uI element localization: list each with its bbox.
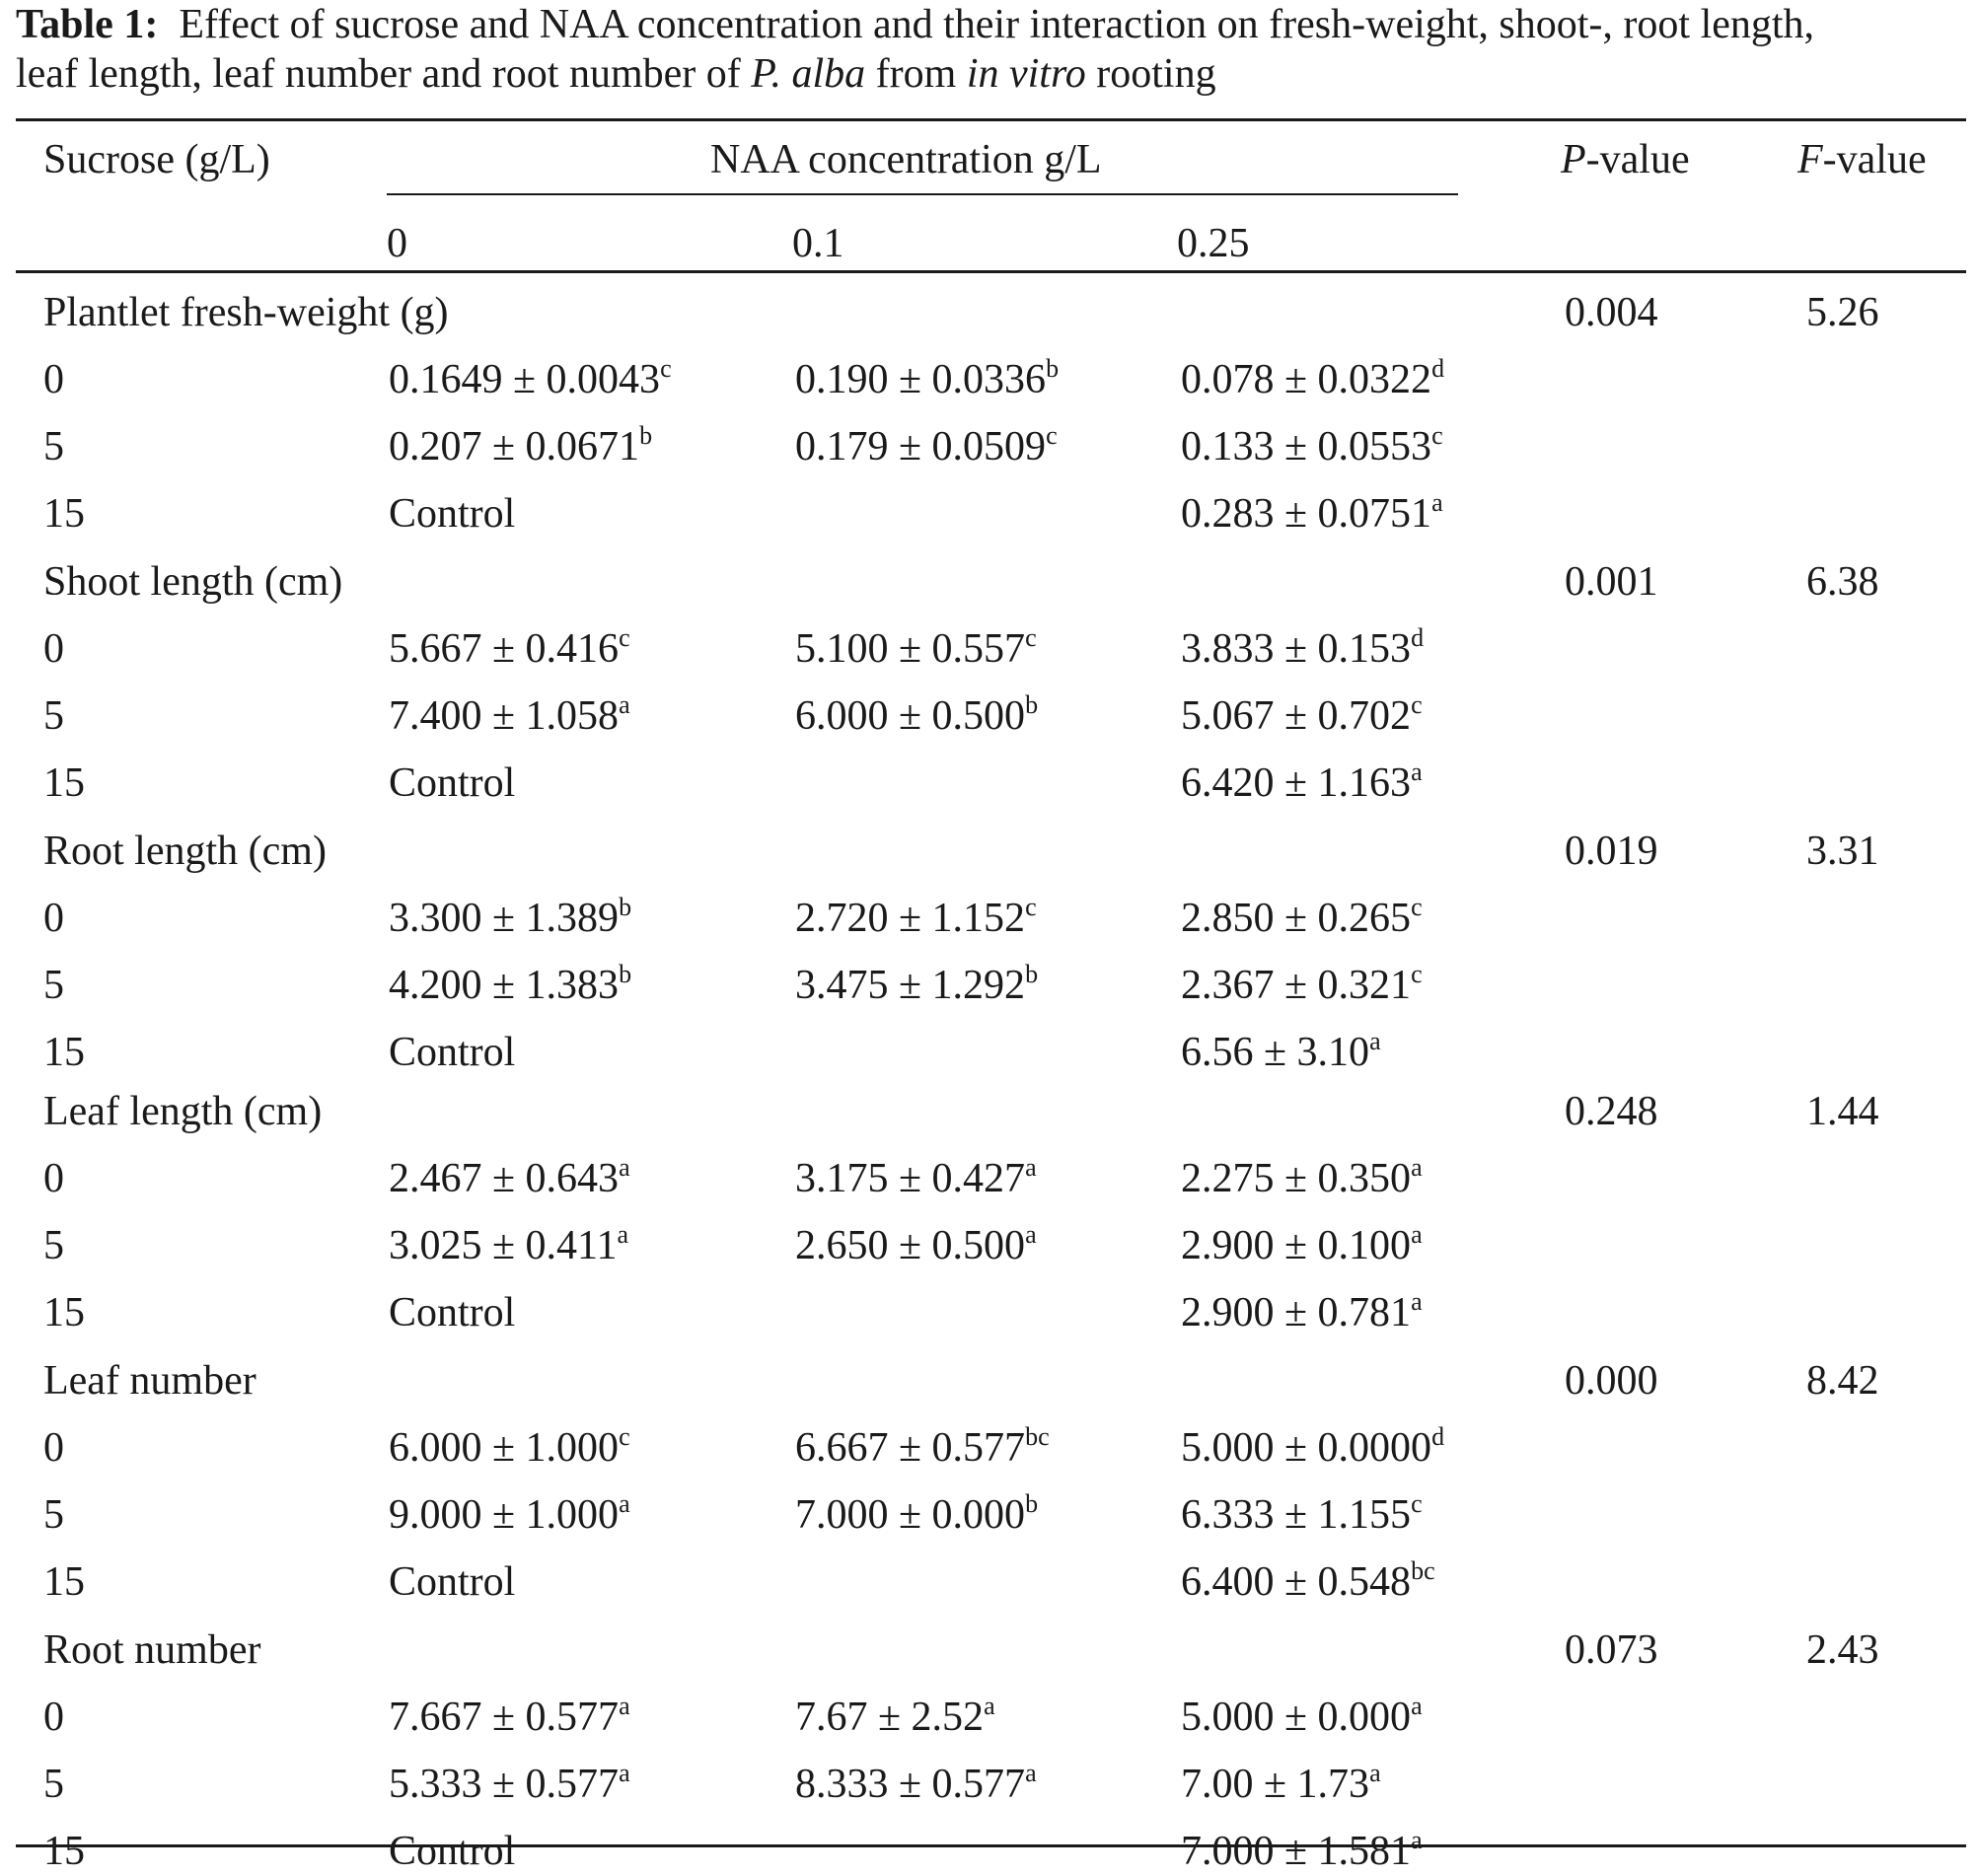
cell-naa-0-25 xyxy=(1181,1154,1423,1203)
section-p-value xyxy=(1565,1087,1658,1136)
row-sucrose-level-value: 0 xyxy=(43,896,64,941)
cell-naa-0-1 xyxy=(795,1693,995,1742)
cell-naa-0-1-value: 2.720 ± 1.152 xyxy=(795,896,1026,941)
row-sucrose-level xyxy=(43,1490,64,1540)
cell-naa-0-value: 2.467 ± 0.643 xyxy=(389,1156,620,1201)
section-title xyxy=(43,1625,260,1675)
row-sucrose-level-value: 5 xyxy=(43,1492,64,1538)
cell-naa-0-25-significance: a xyxy=(1411,1220,1423,1249)
cell-naa-0 xyxy=(389,691,630,741)
cell-naa-0-25 xyxy=(1181,691,1423,741)
section-title xyxy=(43,1356,256,1406)
section-p-value xyxy=(1565,288,1658,337)
section-title-value: Leaf number xyxy=(43,1358,256,1404)
cell-naa-0-1-significance: b xyxy=(1025,1489,1039,1518)
cell-naa-0-value: Control xyxy=(389,1829,516,1874)
cell-naa-0 xyxy=(389,1827,515,1876)
row-sucrose-level xyxy=(43,489,85,539)
cell-naa-0-1 xyxy=(795,355,1059,404)
cell-naa-0-25-significance: c xyxy=(1411,960,1423,988)
section-title-value: Root number xyxy=(43,1627,261,1673)
cell-naa-0-25 xyxy=(1181,355,1444,404)
cell-naa-0-25-significance: d xyxy=(1431,1422,1445,1451)
header-naa-0-1: 0.1 xyxy=(792,221,844,266)
cell-naa-0-25-value: 0.133 ± 0.0553 xyxy=(1181,424,1432,469)
cell-naa-0-1-value: 6.000 ± 0.500 xyxy=(795,693,1026,739)
row-sucrose-level-value: 15 xyxy=(43,1030,85,1075)
cell-naa-0-1-significance: bc xyxy=(1025,1422,1050,1451)
table-header-rule xyxy=(16,270,1966,273)
cell-naa-0-value: 0.1649 ± 0.0043 xyxy=(389,357,661,402)
header-f-value xyxy=(1797,135,1927,184)
row-sucrose-level xyxy=(43,355,64,404)
header-f-italic: F xyxy=(1797,137,1823,182)
cell-naa-0 xyxy=(389,422,652,471)
row-sucrose-level-value: 0 xyxy=(43,1425,64,1471)
section-p-value-value: 0.000 xyxy=(1565,1358,1658,1404)
row-sucrose-level xyxy=(43,758,85,808)
cell-naa-0-25 xyxy=(1181,1490,1423,1540)
cell-naa-0-significance: a xyxy=(619,1759,630,1787)
cell-naa-0-25-value: 6.56 ± 3.10 xyxy=(1181,1030,1370,1075)
section-title xyxy=(43,557,342,607)
section-p-value-value: 0.248 xyxy=(1565,1089,1658,1134)
row-sucrose-level-value: 15 xyxy=(43,1290,85,1335)
row-sucrose-level xyxy=(43,1423,64,1473)
cell-naa-0-value: 3.025 ± 0.411 xyxy=(389,1223,618,1268)
cell-naa-0 xyxy=(389,1154,630,1203)
row-sucrose-level xyxy=(43,1221,64,1270)
cell-naa-0-1-value: 2.650 ± 0.500 xyxy=(795,1223,1026,1268)
section-p-value xyxy=(1565,557,1658,607)
cell-naa-0-1 xyxy=(795,1221,1037,1270)
cell-naa-0-significance: b xyxy=(619,960,632,988)
cell-naa-0-1 xyxy=(795,422,1058,471)
section-title-value: Plantlet fresh-weight (g) xyxy=(43,290,449,335)
cell-naa-0 xyxy=(389,961,631,1010)
row-sucrose-level-value: 0 xyxy=(43,357,64,402)
cell-naa-0 xyxy=(389,489,515,539)
header-p-rest: -value xyxy=(1585,137,1690,182)
cell-naa-0-value: 5.333 ± 0.577 xyxy=(389,1762,620,1807)
section-p-value xyxy=(1565,1356,1658,1406)
caption-line-1 xyxy=(16,0,1974,49)
cell-naa-0-25-value: 7.00 ± 1.73 xyxy=(1181,1762,1370,1807)
cell-naa-0-1-significance: c xyxy=(1046,421,1058,450)
table-bottom-rule xyxy=(16,1844,1966,1847)
section-title xyxy=(43,288,449,337)
cell-naa-0-25-significance: c xyxy=(1411,690,1423,719)
row-sucrose-level-value: 5 xyxy=(43,1223,64,1268)
section-title-value: Root length (cm) xyxy=(43,829,327,874)
cell-naa-0-25-value: 7.000 ± 1.581 xyxy=(1181,1829,1412,1874)
cell-naa-0-value: 7.400 ± 1.058 xyxy=(389,693,620,739)
row-sucrose-level xyxy=(43,1154,64,1203)
cell-naa-0 xyxy=(389,1760,630,1809)
cell-naa-0-value: 4.200 ± 1.383 xyxy=(389,963,620,1008)
cell-naa-0-25 xyxy=(1181,758,1423,808)
cell-naa-0-25-value: 6.420 ± 1.163 xyxy=(1181,760,1412,806)
cell-naa-0-value: Control xyxy=(389,760,516,806)
cell-naa-0-significance: c xyxy=(660,354,672,383)
caption-text-2a: leaf length, leaf number and root number of xyxy=(16,51,752,97)
cell-naa-0-25-significance: a xyxy=(1411,758,1423,786)
cell-naa-0-1-significance: a xyxy=(1025,1759,1037,1787)
table-top-rule xyxy=(16,118,1966,121)
row-sucrose-level-value: 15 xyxy=(43,760,85,806)
cell-naa-0-25-value: 2.900 ± 0.100 xyxy=(1181,1223,1412,1268)
header-p-value xyxy=(1561,135,1690,184)
cell-naa-0-25 xyxy=(1181,422,1443,471)
cell-naa-0-1-value: 5.100 ± 0.557 xyxy=(795,626,1026,672)
cell-naa-0-25 xyxy=(1181,1028,1381,1077)
cell-naa-0-1-value: 7.67 ± 2.52 xyxy=(795,1695,985,1740)
row-sucrose-level-value: 5 xyxy=(43,1762,64,1807)
cell-naa-0-25-significance: c xyxy=(1411,1489,1423,1518)
cell-naa-0-value: Control xyxy=(389,491,516,537)
table-caption xyxy=(16,0,1974,99)
section-title-value: Shoot length (cm) xyxy=(43,559,343,605)
cell-naa-0-significance: a xyxy=(619,1692,630,1720)
cell-naa-0-1-significance: a xyxy=(1025,1153,1037,1182)
cell-naa-0-25-significance: bc xyxy=(1411,1556,1435,1585)
cell-naa-0-25 xyxy=(1181,1423,1444,1473)
caption-invitro: in vitro xyxy=(966,51,1086,97)
cell-naa-0-25-value: 2.900 ± 0.781 xyxy=(1181,1290,1412,1335)
section-f-value-value: 2.43 xyxy=(1806,1627,1879,1673)
cell-naa-0-value: 9.000 ± 1.000 xyxy=(389,1492,620,1538)
cell-naa-0-1-significance: b xyxy=(1025,960,1039,988)
row-sucrose-level xyxy=(43,1288,85,1337)
cell-naa-0-25-significance: a xyxy=(1411,1287,1423,1316)
header-naa-0: 0 xyxy=(387,221,407,266)
cell-naa-0 xyxy=(389,1221,628,1270)
cell-naa-0-25-value: 2.275 ± 0.350 xyxy=(1181,1156,1412,1201)
cell-naa-0-25-value: 3.833 ± 0.153 xyxy=(1181,626,1412,672)
cell-naa-0-25-significance: a xyxy=(1411,1153,1423,1182)
cell-naa-0 xyxy=(389,1423,630,1473)
row-sucrose-level xyxy=(43,961,64,1010)
header-naa: NAA concentration g/L xyxy=(710,137,1102,182)
row-sucrose-level-value: 0 xyxy=(43,1695,64,1740)
row-sucrose-level xyxy=(43,691,64,741)
row-sucrose-level xyxy=(43,1760,64,1809)
cell-naa-0-1-value: 3.475 ± 1.292 xyxy=(795,963,1026,1008)
caption-text-1: Effect of sucrose and NAA concentration and their interaction on fresh-weight, shoot-, root length, xyxy=(179,2,1815,47)
cell-naa-0-25 xyxy=(1181,894,1423,943)
cell-naa-0 xyxy=(389,1028,515,1077)
cell-naa-0-25 xyxy=(1181,961,1423,1010)
section-p-value xyxy=(1565,827,1658,876)
cell-naa-0-1-value: 7.000 ± 0.000 xyxy=(795,1492,1026,1538)
cell-naa-0-25 xyxy=(1181,1693,1423,1742)
cell-naa-0-1 xyxy=(795,1423,1050,1473)
row-sucrose-level xyxy=(43,1827,85,1876)
cell-naa-0-25-significance: a xyxy=(1369,1027,1381,1055)
cell-naa-0-value: 5.667 ± 0.416 xyxy=(389,626,620,672)
section-p-value-value: 0.001 xyxy=(1565,559,1658,605)
cell-naa-0 xyxy=(389,355,672,404)
row-sucrose-level xyxy=(43,624,64,674)
cell-naa-0-1-significance: c xyxy=(1025,623,1037,652)
cell-naa-0-25-significance: d xyxy=(1411,623,1425,652)
row-sucrose-level-value: 15 xyxy=(43,491,85,537)
cell-naa-0-1-significance: b xyxy=(1046,354,1060,383)
row-sucrose-level-value: 0 xyxy=(43,626,64,672)
cell-naa-0 xyxy=(389,1490,630,1540)
row-sucrose-level xyxy=(43,1557,85,1607)
section-p-value-value: 0.073 xyxy=(1565,1627,1658,1673)
row-sucrose-level xyxy=(43,1028,85,1077)
section-f-value-value: 1.44 xyxy=(1806,1089,1879,1134)
cell-naa-0-1-value: 0.190 ± 0.0336 xyxy=(795,357,1047,402)
header-p-italic: P xyxy=(1561,137,1586,182)
cell-naa-0-25 xyxy=(1181,1557,1435,1607)
cell-naa-0-25-significance: c xyxy=(1411,893,1423,921)
cell-naa-0-25-value: 0.283 ± 0.0751 xyxy=(1181,491,1432,537)
row-sucrose-level-value: 15 xyxy=(43,1559,85,1605)
cell-naa-0-25-significance: a xyxy=(1431,488,1443,517)
cell-naa-0-25-significance: a xyxy=(1369,1759,1381,1787)
cell-naa-0-25-value: 2.850 ± 0.265 xyxy=(1181,896,1412,941)
cell-naa-0-1-value: 0.179 ± 0.0509 xyxy=(795,424,1047,469)
cell-naa-0-25-value: 6.333 ± 1.155 xyxy=(1181,1492,1412,1538)
row-sucrose-level-value: 5 xyxy=(43,963,64,1008)
section-f-value xyxy=(1806,827,1879,876)
cell-naa-0-1-value: 6.667 ± 0.577 xyxy=(795,1425,1026,1471)
cell-naa-0-significance: a xyxy=(619,1153,630,1182)
row-sucrose-level-value: 0 xyxy=(43,1156,64,1201)
cell-naa-0 xyxy=(389,758,515,808)
row-sucrose-level xyxy=(43,894,64,943)
cell-naa-0-25-value: 5.000 ± 0.000 xyxy=(1181,1695,1412,1740)
cell-naa-0-1 xyxy=(795,1490,1038,1540)
cell-naa-0-value: 6.000 ± 1.000 xyxy=(389,1425,620,1471)
row-sucrose-level-value: 5 xyxy=(43,693,64,739)
cell-naa-0-value: Control xyxy=(389,1030,516,1075)
cell-naa-0-1-significance: a xyxy=(1025,1220,1037,1249)
cell-naa-0-25 xyxy=(1181,1760,1381,1809)
row-sucrose-level-value: 5 xyxy=(43,424,64,469)
cell-naa-0-significance: a xyxy=(617,1220,629,1249)
cell-naa-0-25-value: 2.367 ± 0.321 xyxy=(1181,963,1412,1008)
section-f-value-value: 5.26 xyxy=(1806,290,1879,335)
cell-naa-0-25-value: 5.000 ± 0.0000 xyxy=(1181,1425,1432,1471)
cell-naa-0-25 xyxy=(1181,1827,1423,1876)
cell-naa-0-value: 0.207 ± 0.0671 xyxy=(389,424,640,469)
section-title xyxy=(43,827,327,876)
cell-naa-0-1-value: 8.333 ± 0.577 xyxy=(795,1762,1026,1807)
cell-naa-0-1-significance: b xyxy=(1025,690,1039,719)
section-f-value-value: 6.38 xyxy=(1806,559,1879,605)
cell-naa-0-1 xyxy=(795,961,1038,1010)
cell-naa-0-1 xyxy=(795,1154,1037,1203)
section-f-value xyxy=(1806,1625,1879,1675)
section-f-value xyxy=(1806,557,1879,607)
cell-naa-0-25-value: 6.400 ± 0.548 xyxy=(1181,1559,1412,1605)
cell-naa-0-1 xyxy=(795,624,1037,674)
cell-naa-0-25-significance: c xyxy=(1431,421,1443,450)
section-title xyxy=(43,1087,322,1136)
cell-naa-0-1 xyxy=(795,1760,1037,1809)
cell-naa-0-value: Control xyxy=(389,1559,516,1605)
cell-naa-0 xyxy=(389,1693,630,1742)
cell-naa-0-significance: c xyxy=(619,623,630,652)
section-title-value: Leaf length (cm) xyxy=(43,1089,323,1134)
section-p-value xyxy=(1565,1625,1658,1675)
caption-line-2 xyxy=(16,49,1974,99)
cell-naa-0-25 xyxy=(1181,1221,1423,1270)
row-sucrose-level xyxy=(43,1693,64,1742)
row-sucrose-level-value: 15 xyxy=(43,1829,85,1874)
cell-naa-0-value: 3.300 ± 1.389 xyxy=(389,896,620,941)
cell-naa-0-25-significance: a xyxy=(1411,1826,1423,1854)
caption-text-2b: from xyxy=(865,51,967,97)
cell-naa-0-25-significance: d xyxy=(1431,354,1445,383)
header-f-rest: -value xyxy=(1822,137,1927,182)
cell-naa-0-significance: a xyxy=(619,690,630,719)
caption-text-2c: rooting xyxy=(1085,51,1216,97)
cell-naa-0-25-value: 0.078 ± 0.0322 xyxy=(1181,357,1432,402)
section-f-value-value: 3.31 xyxy=(1806,829,1879,874)
cell-naa-0-1-significance: a xyxy=(984,1692,995,1720)
cell-naa-0-1-value: 3.175 ± 0.427 xyxy=(795,1156,1026,1201)
header-naa-0-25: 0.25 xyxy=(1177,221,1250,266)
section-f-value xyxy=(1806,1356,1879,1406)
naa-header-rule xyxy=(387,193,1458,195)
cell-naa-0-1 xyxy=(795,691,1038,741)
section-f-value xyxy=(1806,1087,1879,1136)
row-sucrose-level xyxy=(43,422,64,471)
cell-naa-0 xyxy=(389,894,631,943)
cell-naa-0-value: Control xyxy=(389,1290,516,1335)
cell-naa-0-25 xyxy=(1181,624,1424,674)
cell-naa-0-25-significance: a xyxy=(1411,1692,1423,1720)
cell-naa-0-significance: b xyxy=(619,893,632,921)
section-p-value-value: 0.019 xyxy=(1565,829,1658,874)
section-f-value-value: 8.42 xyxy=(1806,1358,1879,1404)
section-p-value-value: 0.004 xyxy=(1565,290,1658,335)
cell-naa-0-1-significance: c xyxy=(1025,893,1037,921)
cell-naa-0-25 xyxy=(1181,489,1443,539)
cell-naa-0 xyxy=(389,1557,515,1607)
section-f-value xyxy=(1806,288,1879,337)
cell-naa-0-value: 7.667 ± 0.577 xyxy=(389,1695,620,1740)
caption-species: P. alba xyxy=(751,51,866,97)
cell-naa-0-significance: b xyxy=(639,421,653,450)
cell-naa-0-significance: a xyxy=(619,1489,630,1518)
cell-naa-0 xyxy=(389,624,630,674)
caption-label: Table 1: xyxy=(16,2,159,47)
header-sucrose: Sucrose (g/L) xyxy=(43,137,270,182)
cell-naa-0-25-value: 5.067 ± 0.702 xyxy=(1181,693,1412,739)
cell-naa-0 xyxy=(389,1288,515,1337)
cell-naa-0-significance: c xyxy=(619,1422,630,1451)
cell-naa-0-25 xyxy=(1181,1288,1423,1337)
cell-naa-0-1 xyxy=(795,894,1037,943)
